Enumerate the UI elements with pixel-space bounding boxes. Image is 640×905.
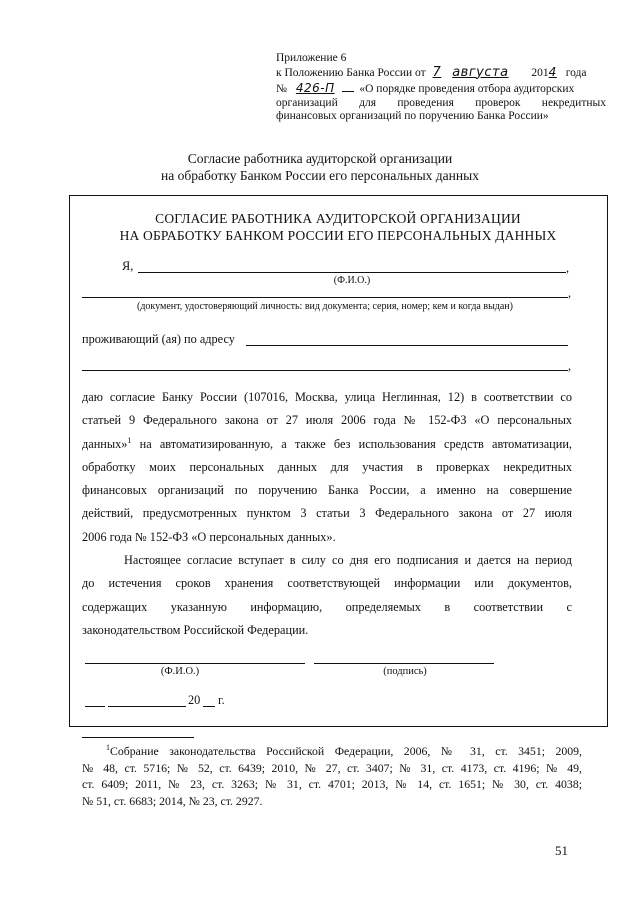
regulation-number-line — [276, 80, 606, 97]
page-number: 51 — [555, 843, 568, 858]
document-title — [0, 150, 640, 184]
document-title-line1: Согласие работника аудиторской организации — [187, 151, 453, 166]
date-year-suffix: г. — [218, 693, 225, 707]
number-sign: № — [276, 83, 287, 95]
ya-label: Я, — [122, 259, 134, 273]
signature-fio-caption: (Ф.И.О.) — [160, 666, 200, 677]
consent-paragraph — [82, 386, 572, 642]
consent-line-5: финансовых организаций по поручению Банка России, а именно на совершение — [82, 483, 572, 498]
address-line-2[interactable] — [82, 370, 568, 371]
handwritten-day: 7 — [432, 64, 442, 80]
date-day-line[interactable] — [85, 706, 105, 707]
date-month-line[interactable] — [108, 706, 186, 707]
footnote-mark: 1 — [106, 743, 110, 753]
address-line-1[interactable] — [246, 345, 568, 346]
date-year-prefix: 20 — [188, 693, 201, 707]
fio-line[interactable] — [138, 272, 566, 273]
identity-line-comma: , — [568, 286, 572, 300]
validity-line-1: Настоящее согласие вступает в силу со дня его подписания и дается на период — [124, 553, 572, 568]
regulation-title-start: «О порядке проведения отбора аудиторских — [359, 83, 575, 95]
fio-caption: (Ф.И.О.) — [333, 275, 371, 286]
year-word: года — [565, 66, 587, 79]
validity-line-4: законодательством Российской Федерации. — [82, 622, 309, 637]
fio-line-comma: , — [566, 261, 570, 275]
footnote-separator — [82, 737, 194, 738]
year-prefix: 201 — [531, 66, 549, 79]
consent-line-4: обработку моих персональных данных для участия в проверках некредитных — [82, 459, 572, 474]
footnote-line-3: ст. 6409; 2011, № 23, ст. 3263; № 31, ст. 4701; 2013, № 14, ст. 1651; № 30, ст. 4038; — [82, 777, 582, 791]
consent-line-3 — [82, 433, 572, 456]
handwritten-year-digit: 4 — [548, 64, 557, 79]
form-title-line2: НА ОБРАБОТКУ БАНКОМ РОССИИ ЕГО ПЕРСОНАЛЬНЫХ ДАННЫХ — [119, 228, 557, 243]
consent-line-7: 2006 года № 152-ФЗ «О персональных данных». — [82, 529, 336, 544]
address-line-comma: , — [568, 359, 572, 373]
footnote-reference: 1 — [127, 435, 132, 445]
footnote-line-4: № 51, ст. 6683; 2014, № 23, ст. 2927. — [82, 793, 263, 808]
footnote-line-2: № 48, ст. 5716; № 52, ст. 6439; 2010, № 27, ст. 3407; № 31, ст. 4173, ст. 4196; № 49, — [82, 760, 582, 775]
appendix-header — [276, 52, 606, 124]
regulation-title-line2: организаций для проведения проверок некредитных — [276, 96, 606, 109]
appendix-label: Приложение 6 — [276, 52, 347, 64]
consent-line-3-start: данных» — [82, 436, 128, 451]
address-label: проживающий (ая) по адресу — [82, 332, 235, 346]
consent-line-6: действий, предусмотренных пунктом 3 статьи 3 Федерального закона от 27 июля — [82, 506, 572, 521]
identity-document-line[interactable] — [82, 297, 568, 298]
consent-line-3-rest: на автоматизированную, а также без использования средств автоматизации, — [139, 436, 572, 451]
number-underline — [342, 80, 354, 92]
validity-line-3: содержащих указанную информацию, определяемых в соответствии с — [82, 599, 572, 614]
signature-fio-line[interactable] — [85, 663, 305, 664]
regulation-title-line3: финансовых организаций по поручению Банка России» — [276, 110, 549, 122]
document-title-line2: на обработку Банком России его персональных данных — [161, 168, 479, 183]
consent-line-2: статьей 9 Федерального закона от 27 июля 2006 года № 152-ФЗ «О персональных — [82, 413, 572, 428]
signature-line[interactable] — [314, 663, 494, 664]
form-title — [70, 210, 606, 244]
regulation-reference-line — [276, 66, 606, 81]
regulation-prefix: к Положению Банка России от — [276, 66, 426, 79]
validity-line-2: до истечения сроков хранения соответствующей информации или документов, — [82, 576, 572, 591]
form-title-line1: СОГЛАСИЕ РАБОТНИКА АУДИТОРСКОЙ ОРГАНИЗАЦИИ — [155, 211, 521, 226]
footnote — [82, 743, 582, 809]
consent-line-1: даю согласие Банку России (107016, Москва, улица Неглинная, 12) в соответствии со — [82, 390, 572, 404]
footnote-line-1 — [82, 743, 582, 760]
handwritten-month: августа — [452, 64, 509, 80]
identity-document-caption: (документ, удостоверяющий личность: вид документа; серия, номер; кем и когда выдан) — [137, 301, 513, 312]
handwritten-regulation-number: 426-П — [295, 81, 335, 95]
signature-caption: (подпись) — [383, 666, 427, 677]
date-year-line[interactable] — [203, 706, 215, 707]
footnote-line-1-text: Собрание законодательства Российской Федерации, 2006, № 31, ст. 3451; 2009, — [110, 744, 582, 758]
